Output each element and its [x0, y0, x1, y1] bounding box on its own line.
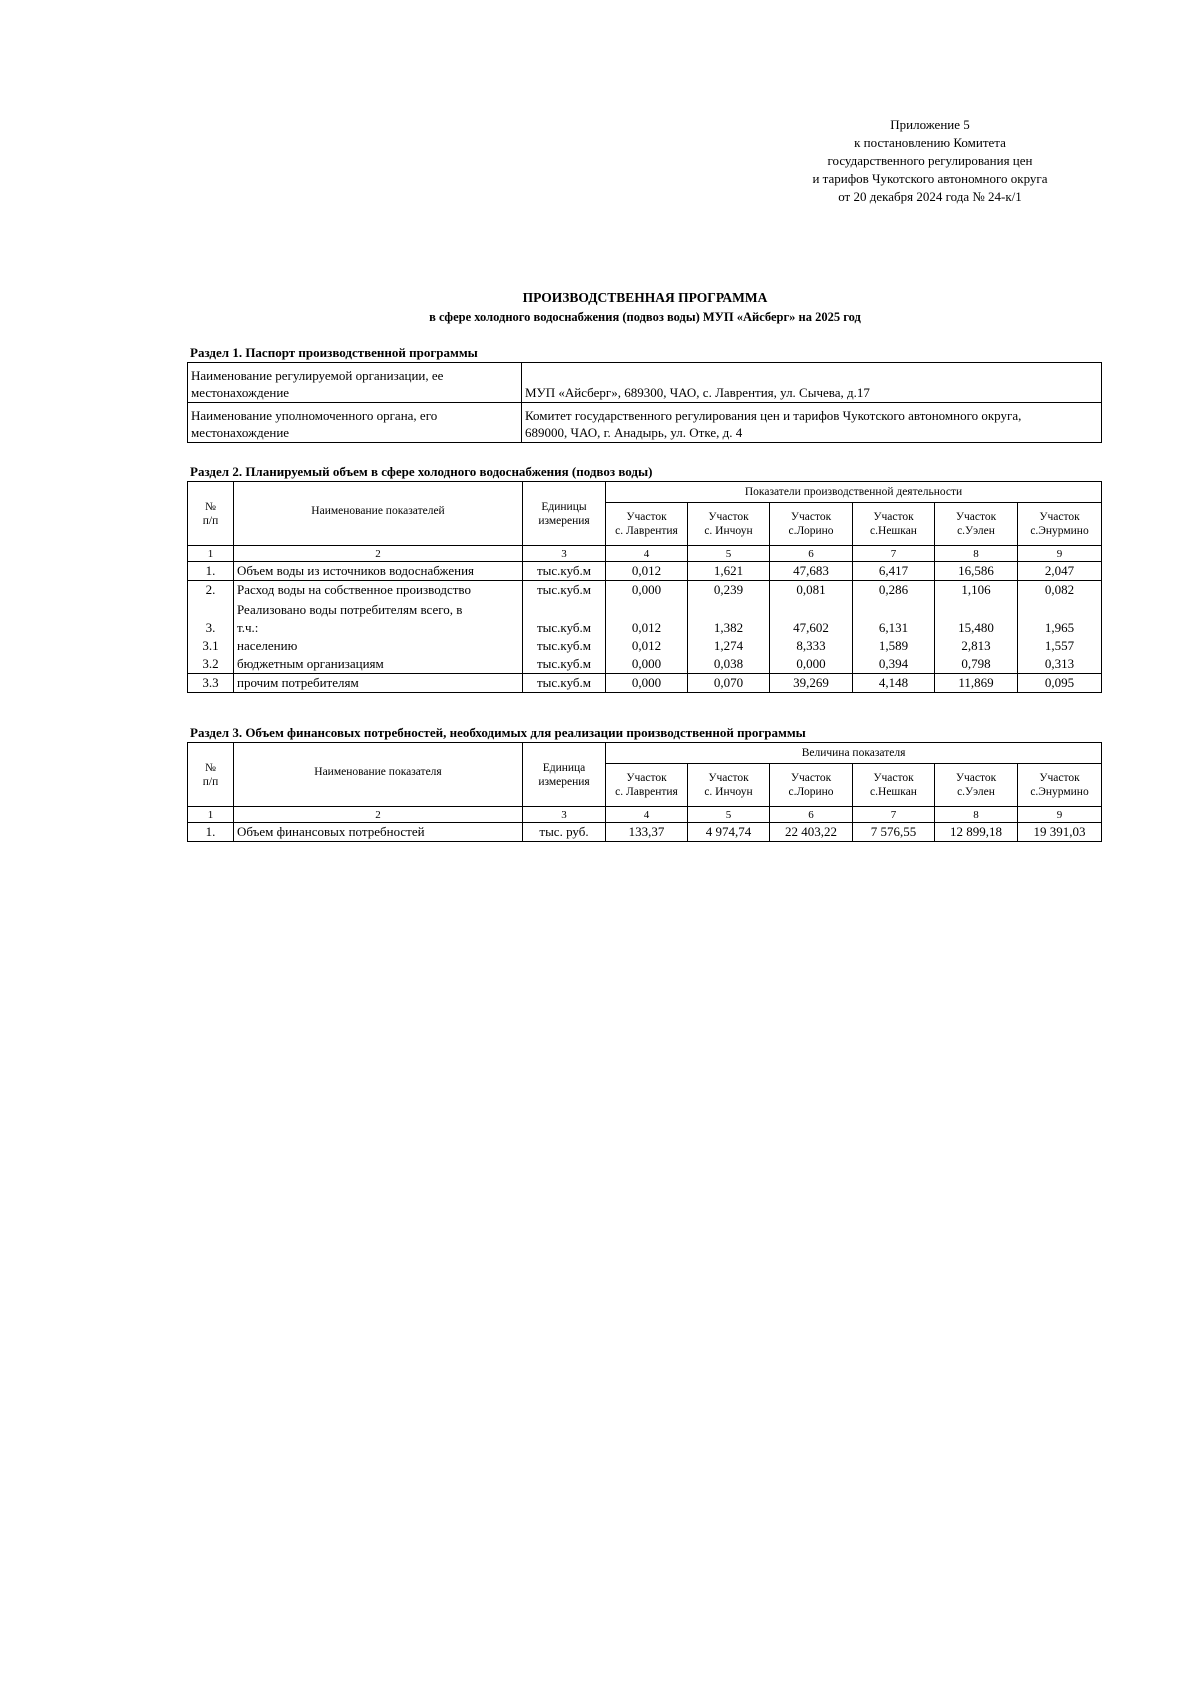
site-line: с.Уэлен — [957, 525, 995, 537]
section3-heading: Раздел 3. Объем финансовых потребностей, необходимых для реализации производственной программы — [190, 725, 806, 740]
site-line: с.Энурмино — [1030, 525, 1089, 537]
row-value: 6,417 — [853, 562, 935, 581]
row-value: 0,239 — [688, 581, 770, 600]
table-row — [188, 823, 1102, 842]
site-line: с. Инчоун — [704, 525, 753, 537]
appendix-line: Приложение 5 — [890, 117, 970, 132]
row-value: 22 403,22 — [770, 823, 853, 842]
row-value: 0,012 — [606, 562, 688, 581]
column-index: 9 — [1018, 546, 1102, 562]
site-line: с. Лаврентия — [615, 786, 678, 798]
row-name — [234, 599, 523, 637]
row-unit: тыс.куб.м — [523, 599, 606, 637]
row-name: населению — [234, 637, 523, 655]
row-name-line: т.ч.: — [237, 620, 259, 635]
row-value: 0,070 — [688, 674, 770, 693]
document-subtitle: в сфере холодного водоснабжения (подвоз воды) МУП «Айсберг» на 2025 год — [429, 310, 861, 324]
site-line: Участок — [626, 772, 667, 784]
site-header — [853, 764, 935, 807]
site-header — [770, 503, 853, 546]
section1-table — [187, 362, 1102, 443]
site-line: с.Нешкан — [870, 525, 917, 537]
row-value: 1,382 — [688, 599, 770, 637]
row-value: 1,557 — [1018, 637, 1102, 655]
column-index: 7 — [853, 546, 935, 562]
appendix-line: и тарифов Чукотского автономного округа — [812, 171, 1048, 186]
column-index: 2 — [234, 807, 523, 823]
row-value: 0,000 — [770, 655, 853, 674]
label-line: местонахождение — [191, 385, 290, 400]
site-header — [688, 503, 770, 546]
row-value: 16,586 — [935, 562, 1018, 581]
header-unit — [523, 743, 606, 807]
row-number: 3.1 — [188, 637, 234, 655]
site-header — [688, 764, 770, 807]
row-value: 39,269 — [770, 674, 853, 693]
column-index: 9 — [1018, 807, 1102, 823]
site-line: Участок — [955, 511, 997, 523]
site-header — [853, 503, 935, 546]
row-value: 0,012 — [606, 637, 688, 655]
appendix-line: от 20 декабря 2024 года № 24-к/1 — [838, 189, 1022, 204]
row-number: 1. — [188, 562, 234, 581]
site-header — [606, 503, 688, 546]
column-index: 5 — [688, 546, 770, 562]
header-line: п/п — [202, 776, 219, 788]
row-number: 3. — [188, 599, 234, 637]
row-name: бюджетным организациям — [234, 655, 523, 674]
site-line: Участок — [790, 511, 832, 523]
row-value: 4 974,74 — [688, 823, 770, 842]
row-value: 2,813 — [935, 637, 1018, 655]
row-number: 3.2 — [188, 655, 234, 674]
table-row — [188, 581, 1102, 600]
value-cell — [522, 403, 1102, 443]
row-value: 1,589 — [853, 637, 935, 655]
row-value: 6,131 — [853, 599, 935, 637]
site-line: с. Инчоун — [704, 786, 753, 798]
header-unit — [523, 482, 606, 546]
label-line: местонахождение — [191, 425, 290, 440]
row-value: 11,869 — [935, 674, 1018, 693]
site-line: с.Энурмино — [1030, 786, 1089, 798]
row-unit: тыс.куб.м — [523, 655, 606, 674]
row-value: 0,082 — [1018, 581, 1102, 600]
row-value: 0,394 — [853, 655, 935, 674]
section2-heading: Раздел 2. Планируемый объем в сфере холодного водоснабжения (подвоз воды) — [190, 464, 653, 479]
site-line: с.Лорино — [788, 525, 834, 537]
header-line: п/п — [202, 515, 219, 527]
value-line: Комитет государственного регулирования цен и тарифов Чукотского автономного округа, — [525, 408, 1022, 423]
header-line: измерения — [538, 515, 590, 527]
row-value: 0,038 — [688, 655, 770, 674]
row-name: прочим потребителям — [234, 674, 523, 693]
site-line: Участок — [873, 772, 914, 784]
column-index: 1 — [188, 807, 234, 823]
row-value: 0,012 — [606, 599, 688, 637]
site-header — [606, 764, 688, 807]
label-line: Наименование регулируемой организации, ее — [191, 368, 444, 383]
site-header — [935, 503, 1018, 546]
site-line: Участок — [790, 772, 832, 784]
row-value: 19 391,03 — [1018, 823, 1102, 842]
column-index: 2 — [234, 546, 523, 562]
header-line: № — [205, 501, 216, 513]
site-header — [935, 764, 1018, 807]
row-number: 2. — [188, 581, 234, 600]
column-index: 6 — [770, 807, 853, 823]
row-value: 1,106 — [935, 581, 1018, 600]
appendix-line: государственного регулирования цен — [827, 153, 1033, 168]
table-row — [188, 599, 1102, 637]
table-row — [188, 655, 1102, 674]
row-name: Расход воды на собственное производство — [234, 581, 523, 600]
row-value: 12 899,18 — [935, 823, 1018, 842]
header-line: № — [205, 762, 216, 774]
table-row — [188, 637, 1102, 655]
header-line: измерения — [538, 776, 590, 788]
header-num — [188, 743, 234, 807]
header-name: Наименование показателя — [234, 743, 523, 807]
header-row — [188, 482, 1102, 503]
section1-heading: Раздел 1. Паспорт производственной программы — [190, 345, 478, 360]
header-row — [188, 743, 1102, 764]
value-line: 689000, ЧАО, г. Анадырь, ул. Отке, д. 4 — [525, 425, 743, 440]
column-index-row — [188, 546, 1102, 562]
document-title: ПРОИЗВОДСТВЕННАЯ ПРОГРАММА — [522, 290, 768, 305]
row-value: 47,683 — [770, 562, 853, 581]
table-row — [188, 363, 1102, 403]
column-index: 3 — [523, 807, 606, 823]
row-name: Объем финансовых потребностей — [234, 823, 523, 842]
appendix-reference — [795, 116, 1065, 206]
row-unit: тыс.куб.м — [523, 637, 606, 655]
row-number: 1. — [188, 823, 234, 842]
row-value: 0,798 — [935, 655, 1018, 674]
row-unit: тыс.куб.м — [523, 581, 606, 600]
header-num — [188, 482, 234, 546]
site-header — [770, 764, 853, 807]
column-index: 4 — [606, 807, 688, 823]
label-cell — [188, 363, 522, 403]
column-index: 3 — [523, 546, 606, 562]
value-cell — [522, 363, 1102, 403]
row-value: 0,313 — [1018, 655, 1102, 674]
row-value: 7 576,55 — [853, 823, 935, 842]
site-line: Участок — [626, 511, 667, 523]
row-value: 4,148 — [853, 674, 935, 693]
site-line: Участок — [708, 511, 749, 523]
header-line: Единицы — [541, 501, 587, 513]
site-line: с.Лорино — [788, 786, 834, 798]
row-value: 2,047 — [1018, 562, 1102, 581]
row-value: 8,333 — [770, 637, 853, 655]
row-value: 133,37 — [606, 823, 688, 842]
row-value: 0,081 — [770, 581, 853, 600]
column-index: 5 — [688, 807, 770, 823]
label-cell — [188, 403, 522, 443]
column-index: 6 — [770, 546, 853, 562]
section3-table — [187, 742, 1102, 842]
site-header — [1018, 764, 1102, 807]
site-header — [1018, 503, 1102, 546]
site-line: с.Уэлен — [957, 786, 995, 798]
row-unit: тыс.куб.м — [523, 674, 606, 693]
row-value: 15,480 — [935, 599, 1018, 637]
site-line: с.Нешкан — [870, 786, 917, 798]
column-index: 8 — [935, 807, 1018, 823]
row-name-line: Реализовано воды потребителям всего, в — [237, 602, 463, 617]
row-value: 0,095 — [1018, 674, 1102, 693]
row-value: 1,965 — [1018, 599, 1102, 637]
column-index: 4 — [606, 546, 688, 562]
row-name: Объем воды из источников водоснабжения — [234, 562, 523, 581]
header-name: Наименование показателей — [234, 482, 523, 546]
column-index: 1 — [188, 546, 234, 562]
row-value: 0,000 — [606, 655, 688, 674]
row-value: 1,621 — [688, 562, 770, 581]
row-unit: тыс.куб.м — [523, 562, 606, 581]
site-line: Участок — [1039, 511, 1080, 523]
label-line: Наименование уполномоченного органа, его — [191, 408, 438, 423]
column-index: 7 — [853, 807, 935, 823]
column-index: 8 — [935, 546, 1018, 562]
row-value: 0,000 — [606, 674, 688, 693]
column-index-row — [188, 807, 1102, 823]
row-value: 0,286 — [853, 581, 935, 600]
table-row — [188, 403, 1102, 443]
site-line: Участок — [955, 772, 997, 784]
site-line: Участок — [873, 511, 914, 523]
appendix-line: к постановлению Комитета — [854, 135, 1006, 150]
table-row — [188, 674, 1102, 693]
header-group: Показатели производственной деятельности — [606, 482, 1102, 503]
site-line: с. Лаврентия — [615, 525, 678, 537]
row-value: 47,602 — [770, 599, 853, 637]
site-line: Участок — [1039, 772, 1080, 784]
header-group: Величина показателя — [606, 743, 1102, 764]
row-value: 0,000 — [606, 581, 688, 600]
section2-table — [187, 481, 1102, 693]
table-row — [188, 562, 1102, 581]
header-line: Единица — [542, 762, 586, 774]
row-unit: тыс. руб. — [523, 823, 606, 842]
row-number: 3.3 — [188, 674, 234, 693]
row-value: 1,274 — [688, 637, 770, 655]
site-line: Участок — [708, 772, 749, 784]
value-line: МУП «Айсберг», 689300, ЧАО, с. Лаврентия, ул. Сычева, д.17 — [525, 385, 870, 400]
